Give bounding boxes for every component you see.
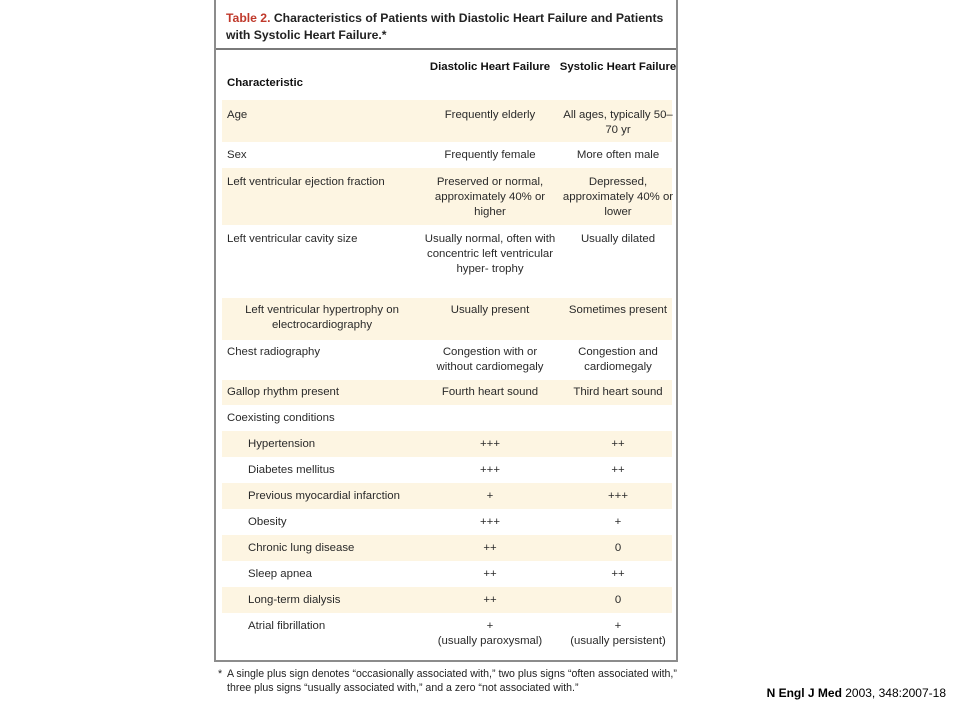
row-label: Chronic lung disease — [248, 542, 355, 554]
diastolic-value: Usually normal, often with concentric left ventricular hyper- trophy — [424, 233, 556, 275]
row-label: Previous myocardial infarction — [248, 490, 400, 502]
diastolic-value: ++ — [483, 568, 497, 580]
row-label: Hypertension — [248, 438, 316, 450]
systolic-value: 0 — [614, 594, 622, 606]
table-row — [222, 405, 672, 431]
row-label: Diabetes mellitus — [248, 464, 335, 476]
table-row — [222, 100, 672, 142]
table-row — [222, 457, 672, 483]
row-label: Left ventricular cavity size — [227, 233, 358, 245]
header-systolic: Systolic Heart Failure — [559, 61, 677, 73]
systolic-value: ++ — [611, 464, 625, 476]
diastolic-value: Usually present — [450, 304, 530, 316]
table-row — [222, 613, 672, 657]
table-row — [222, 509, 672, 535]
systolic-value: ++ — [611, 438, 625, 450]
table-row — [222, 298, 672, 340]
footnote-mark: * — [218, 668, 223, 680]
row-label: Left ventricular ejection fraction — [227, 176, 385, 188]
systolic-value: More often male — [576, 149, 660, 161]
citation-journal: N Engl J Med — [766, 686, 842, 700]
table-row — [222, 225, 672, 298]
citation-details: 2003, 348:2007-18 — [841, 686, 946, 700]
diastolic-value: Frequently elderly — [444, 109, 536, 121]
diastolic-value: Frequently female — [444, 149, 536, 161]
table-row — [222, 340, 672, 380]
systolic-value: 0 — [614, 542, 622, 554]
systolic-value: ++ — [611, 568, 625, 580]
table-row — [222, 535, 672, 561]
diastolic-value — [424, 619, 556, 649]
systolic-symbol: + — [614, 620, 622, 632]
systolic-value: Usually dilated — [580, 233, 656, 245]
diastolic-value: ++ — [483, 542, 497, 554]
table-row — [222, 380, 672, 405]
diastolic-value: Congestion with or without cardiomegaly — [436, 346, 544, 373]
footnote-text: A single plus sign denotes “occasionally associated with,” two plus signs “often associated with,” three plus signs “usually associated with,” and a zero “not associated with.” — [227, 668, 677, 694]
systolic-value: +++ — [608, 490, 628, 502]
systolic-note: (usually persistent) — [570, 635, 666, 647]
table-row — [222, 561, 672, 587]
table-row — [222, 431, 672, 457]
diastolic-value: +++ — [480, 464, 500, 476]
systolic-value — [558, 619, 678, 649]
table-title-text: Characteristics of Patients with Diastolic Heart Failure and Patients with Systolic Heart Failure.* — [226, 11, 664, 42]
table-row — [222, 483, 672, 509]
table-title — [226, 10, 666, 44]
systolic-value: Sometimes present — [568, 304, 668, 316]
diastolic-value: Fourth heart sound — [441, 386, 539, 398]
row-label: Age — [227, 109, 248, 121]
row-label: Sex — [227, 149, 247, 161]
header-diastolic: Diastolic Heart Failure — [429, 61, 551, 73]
diastolic-symbol: + — [486, 620, 494, 632]
diastolic-value: + — [486, 490, 494, 502]
systolic-value: Depressed, approximately 40% or lower — [562, 176, 674, 218]
diastolic-note: (usually paroxysmal) — [437, 635, 543, 647]
table-label: Table 2. — [226, 11, 271, 25]
diastolic-value: Preserved or normal, approximately 40% or higher — [434, 176, 546, 218]
diastolic-value: ++ — [483, 594, 497, 606]
row-label: Atrial fibrillation — [248, 620, 326, 632]
table-header-row — [222, 60, 677, 94]
row-label: Left ventricular hypertrophy on electrocardiography — [245, 304, 399, 331]
systolic-value: Congestion and cardiomegaly — [578, 346, 658, 373]
systolic-value: + — [614, 516, 622, 528]
row-label: Coexisting conditions — [227, 412, 335, 424]
row-label: Chest radiography — [227, 346, 321, 358]
row-label: Obesity — [248, 516, 287, 528]
header-characteristic: Characteristic — [227, 77, 303, 89]
row-label: Gallop rhythm present — [227, 386, 340, 398]
table-row — [222, 587, 672, 613]
table-row — [222, 168, 672, 225]
diastolic-value: +++ — [480, 516, 500, 528]
diastolic-value: +++ — [480, 438, 500, 450]
table-row — [222, 142, 672, 168]
citation — [767, 686, 946, 700]
title-divider — [216, 48, 676, 50]
row-label: Sleep apnea — [248, 568, 312, 580]
table-panel — [214, 0, 678, 662]
systolic-value: All ages, typically 50–70 yr — [563, 109, 673, 136]
systolic-value: Third heart sound — [573, 386, 663, 398]
table-footnote — [218, 667, 678, 695]
row-label: Long-term dialysis — [248, 594, 341, 606]
